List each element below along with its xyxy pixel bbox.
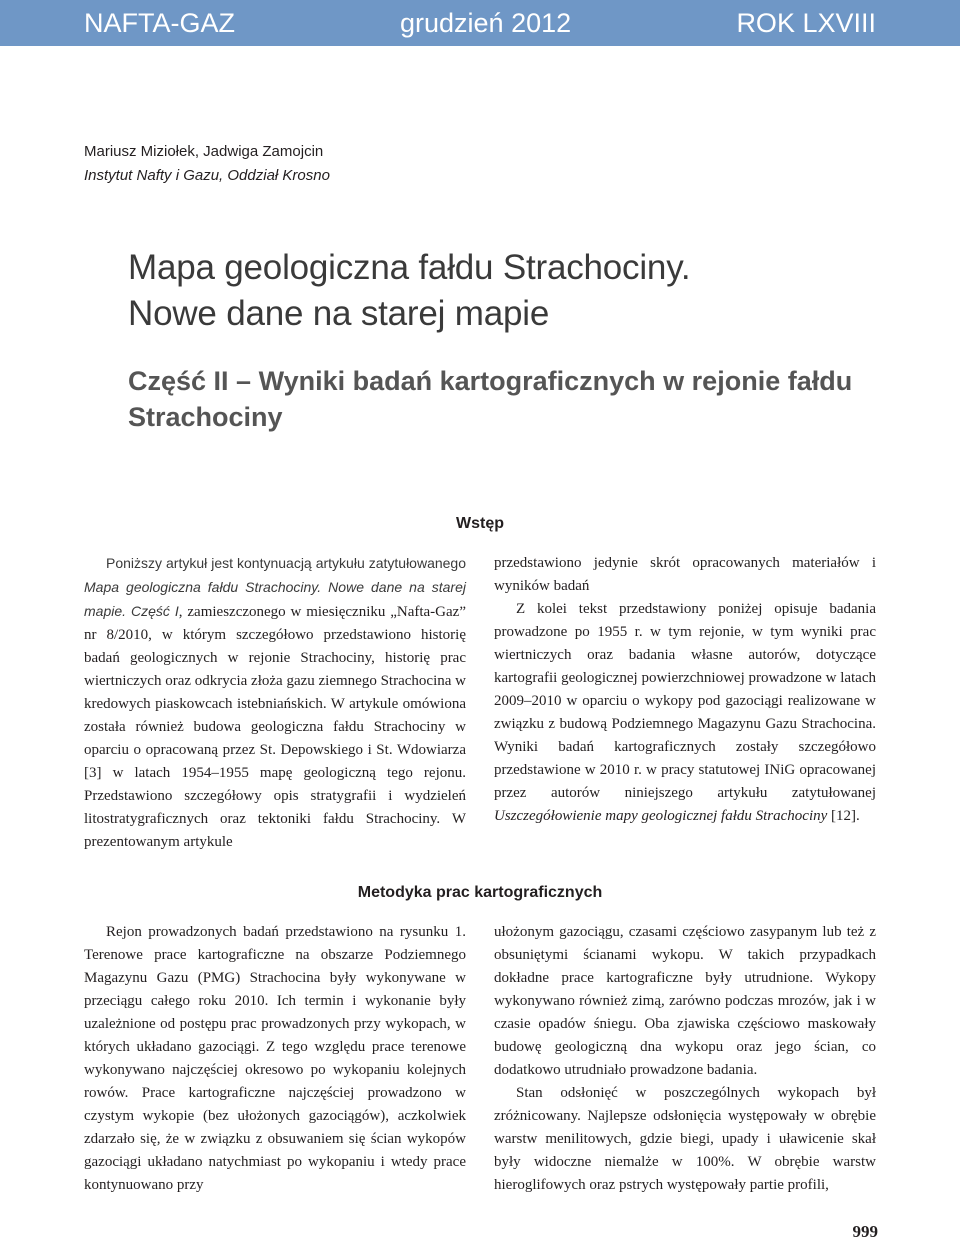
title-line-2: Nowe dane na starej mapie [128, 294, 550, 333]
intro-lead-text: Poniższy artykuł jest kontynuacją artykułu zatytułowanego [106, 555, 466, 571]
intro-column-right [494, 552, 876, 828]
section-heading-methods: Metodyka prac kartograficznych [357, 884, 603, 901]
article-title [128, 245, 888, 337]
intro-paragraph-2 [494, 598, 876, 828]
journal-name: NAFTA-GAZ [84, 8, 235, 38]
methods-column-left [84, 921, 466, 1197]
intro-continuation: przedstawiono jedynie skrót opracowanych materiałów i wyników badań [494, 555, 876, 594]
intro-p2-cited-title: Uszczegółowienie mapy geologicznej fałdu Strachociny [494, 808, 828, 824]
section-heading-intro: Wstęp [456, 515, 504, 532]
author-names: Mariusz Miziołek, Jadwiga Zamojcin [84, 143, 324, 160]
methods-paragraph-1: Rejon prowadzonych badań przedstawiono na rysunku 1. Terenowe prace kartograficzne na obszarze Podziemnego Magazynu Gazu (PMG) Strachocina były wykonywane w przeciągu całego roku 2010. Ich termin i wykonanie były uzależnione od postępu prac prowadzonych przy wykopach, w których układano gazociągi. Z tego względu prace terenowe wykonywano najczęściej okresowo po wykopaniu kolejnych rowów. Prace kartograficzne najczęściej prowadzono w czystym wykopie (bez ułożonych gazociągów), aczkolwiek zdarzało się, że w związku z obsuwaniem się ścian wykopów gazociągi układano natychmiast po wykopaniu i wtedy prace kontynuowano przy [84, 924, 466, 1193]
article-subtitle: Część II – Wyniki badań kartograficznych w rejonie fałdu Strachociny [128, 366, 853, 432]
title-line-1: Mapa geologiczna fałdu Strachociny. [128, 248, 691, 287]
issue-date: grudzień 2012 [400, 8, 572, 38]
intro-p2-text: Z kolei tekst przedstawiony poniżej opisuje badania prowadzone po 1955 r. w tym rejonie, w tym wyniki prac wiertniczych oraz badania własne autorów, dotyczące kartografii geologicznej powierzchniowej prowadzone w latach 2009–2010 w oparciu o wykopy pod gazociągi realizowane w związku z budową Podziemnego Magazynu Gazu Strachocina. Wyniki badań kartograficznych zostały szczegółowo przedstawione w 2010 r. w pracy statutowej INiG opracowanej przez autorów niniejszego artykułu zatytułowanej [494, 601, 876, 801]
intro-cited-title: Mapa geologiczna fałdu Strachociny. Nowe dane na starej mapie. Część I [84, 579, 466, 619]
author-block [84, 140, 330, 188]
intro-body-text: , zamieszczonego w miesięczniku „Nafta-Gaz” nr 8/2010, w którym szczegółowo przedstawiono historię badań geologicznych w rejonie Strachociny, historię prac wiertniczych oraz odkrycia złoża gazu ziemnego Strachocina w kredowych piaskowcach istebniańskich. W artykule omówiona została również budowa geologiczna fałdu Strachociny w oparciu o opracowaną przez St. Depowskiego i St. Wdowiarza [3] w latach 1954–1955 mapę geologiczną tego rejonu. Przedstawiono szczegółowy opis stratygrafii i wydzieleń litostratygraficznych oraz tektoniki fałdu Strachociny. W prezentowanym artykule [84, 604, 466, 850]
journal-header [0, 0, 960, 46]
intro-column-left [84, 552, 466, 854]
volume-year: ROK LXVIII [736, 8, 876, 38]
methods-paragraph-2: Stan odsłonięć w poszczególnych wykopach był zróżnicowany. Najlepsze odsłonięcia występowały w obrębie warstw menilitowych, gdzie biegi, upady i uławicenie skał były widoczne niemalże w 100%. W obrębie warstw hieroglifowych oraz pstrych występowały partie profili, [494, 1085, 876, 1193]
intro-p2-reference: [12]. [827, 808, 860, 824]
author-institution: Instytut Nafty i Gazu, Oddział Krosno [84, 167, 330, 184]
intro-paragraph [84, 552, 466, 854]
methods-column-right [494, 921, 876, 1197]
methods-continuation: ułożonym gazociągu, czasami częściowo zasypanym lub też z obsuniętymi ścianami wykopu. W takich przypadkach dokładne prace kartograficzne były utrudnione. Wykopy wykonywano również zimą, zarówno podczas mrozów, jak i w czasie opadów śniegu. Oba zjawiska częściowo maskowały budowę geologiczną dna wykopu oraz jego ścian, co dodatkowo utrudniało prowadzone badania. [494, 924, 876, 1078]
page-number: 999 [852, 1222, 878, 1241]
